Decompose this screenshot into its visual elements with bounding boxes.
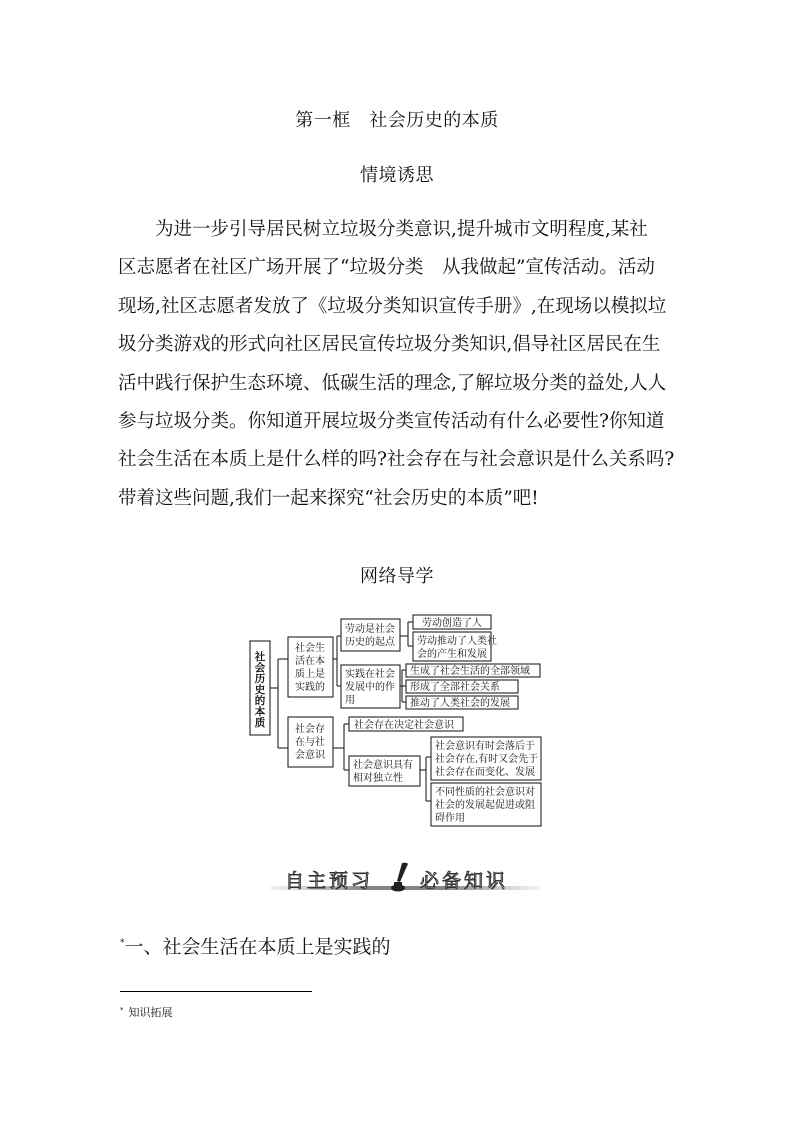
root-char: 史 [254,684,266,696]
node-text: 实践的 [295,682,325,693]
node-text: 会的产生和发展 [417,649,487,660]
mindmap-node-practice-role [341,665,400,708]
paragraph-line: 圾分类游戏的形式向社区居民宣传垃圾分类知识,倡导社区居民在生 [118,334,661,356]
node-text: 社会的发展起促进或阻 [435,800,535,811]
mindmap-leaf [431,783,541,826]
node-text: 社会存在而变化、发展 [435,767,535,778]
banner-left-text: 自主预习 [285,870,374,892]
root-char: 社 [254,651,266,663]
node-text: 形成了全部社会关系 [410,682,500,693]
node-text: 劳动创造了人 [422,618,482,629]
section-one-heading [120,932,391,959]
node-text: 社会存在,有时又会先于 [435,754,539,765]
mindmap-node-labor-origin [341,619,400,651]
node-text: 不同性质的社会意识对 [435,787,535,798]
node-text: 会意识 [295,750,325,761]
mindmap-root [250,641,270,735]
paragraph-line: 活中践行保护生态环境、低碳生活的理念,了解垃圾分类的益处,人人 [118,372,667,394]
node-text: 在与社 [295,737,325,748]
root-char: 质 [254,717,266,729]
node-text: 质上是 [295,669,325,680]
situation-paragraph [118,211,678,518]
footnote-ref: * [120,938,125,948]
mindmap-branch-existence-consciousness [288,717,333,767]
node-text: 历史的起点 [345,637,395,648]
node-text: 社会意识有时会落后于 [435,741,535,752]
node-text: 社会意识具有 [353,760,413,771]
paragraph-line: 带着这些问题,我们一起来探究“社会历史的本质”吧! [118,487,539,509]
mindmap-leaf [349,717,463,731]
root-char: 本 [254,706,266,718]
node-text: 劳动推动了人类社 [417,636,497,647]
footnote-text: 知识拓展 [128,1006,173,1019]
node-text: 相对独立性 [353,773,403,784]
mindmap-leaf [406,696,518,709]
node-text: 发展中的作 [345,682,395,693]
root-char: 历 [254,673,266,685]
paragraph-line: 区志愿者在社区广场开展了“垃圾分类 从我做起”宣传活动。活动 [118,257,655,279]
mindmap-leaf [413,615,491,629]
node-text: 劳动是社会 [345,624,395,635]
paragraph-line: 现场,社区志愿者发放了《垃圾分类知识宣传手册》,在现场以模拟垃 [118,295,667,317]
node-text: 社会存 [295,724,325,735]
paragraph-line: 为进一步引导居民树立垃圾分类意识,提升城市文明程度,某社 [155,219,648,240]
section-heading-situation: 情境诱思 [360,165,434,186]
root-char: 会 [254,662,266,674]
concept-mindmap [246,610,546,832]
mindmap-branch-practice [288,637,333,697]
node-text: 生成了社会生活的全部领域 [410,666,530,677]
page-title: 第一框 社会历史的本质 [295,110,499,131]
preview-banner [270,860,540,900]
mindmap-leaf [406,664,540,677]
mindmap-node-relative-independence [349,756,420,786]
footnote-divider [120,991,312,992]
node-text: 实践在社会 [345,669,395,680]
node-text: 活在本 [295,656,325,667]
node-text: 用 [345,695,355,706]
mindmap-leaf [431,737,541,780]
paragraph-line: 社会生活在本质上是什么样的吗?社会存在与社会意识是什么关系吗? [118,449,675,471]
paragraph-line: 参与垃圾分类。你知道开展垃圾分类宣传活动有什么必要性?你知道 [118,411,665,433]
footnote [120,1004,173,1020]
section-heading-network: 网络导学 [360,566,434,587]
root-char: 的 [254,695,266,707]
mindmap-leaf [406,680,518,693]
mindmap-leaf [413,632,497,661]
node-text: 推动了人类社会的发展 [410,698,510,709]
node-text: 碍作用 [435,813,465,824]
banner-right-text: 必备知识 [420,870,509,892]
section-one-text: 一、社会生活在本质上是实践的 [124,936,391,958]
node-text: 社会生 [295,643,325,654]
node-text: 社会存在决定社会意识 [354,720,454,731]
footnote-marker: * [120,1006,124,1014]
